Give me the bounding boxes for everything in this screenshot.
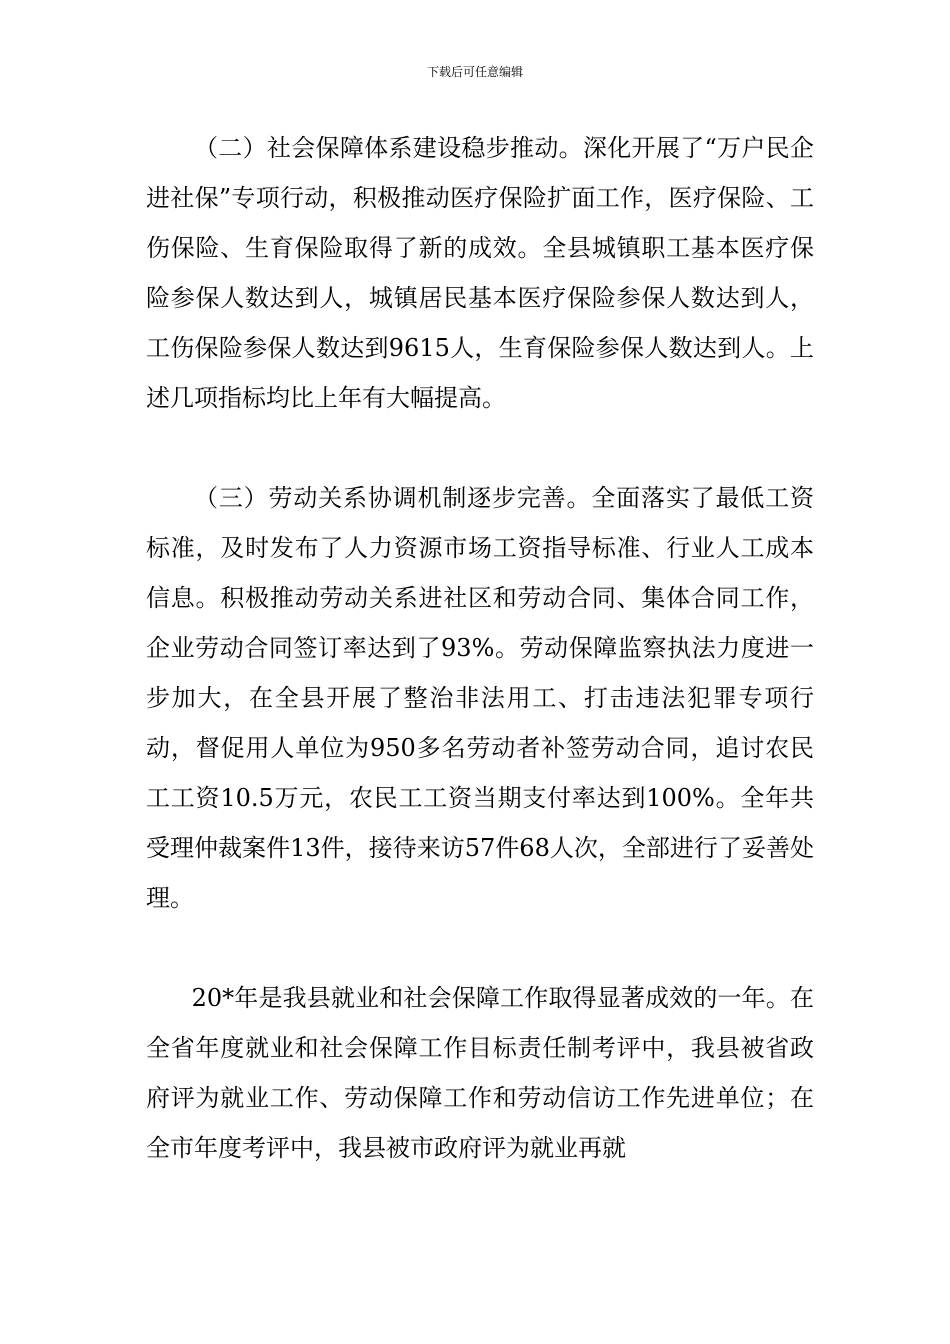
document-body [146,123,814,1173]
page-header: 下载后可任意编辑 [426,65,523,79]
paragraph-annual-summary: 20*年是我县就业和社会保障工作取得显著成效的一年。在全省年度就业和社会保障工作目标责任制考评中，我县被省政府评为就业工作、劳动保障工作和劳动信访工作先进单位；在全市年度考评中，我县被市政府评为就业再就 [146,984,814,1162]
paragraph-social-security: （二）社会保障体系建设稳步推动。深化开展了“万户民企进社保”专项行动，积极推动医疗保险扩面工作，医疗保险、工伤保险、生育保险取得了新的成效。全县城镇职工基本医疗保险参保人数达到人，城镇居民基本医疗保险参保人数达到人，工伤保险参保人数达到9615人，生育保险参保人数达到人。上述几项指标均比上年有大幅提高。 [146,134,814,412]
paragraph-labor-relations: （三）劳动关系协调机制逐步完善。全面落实了最低工资标准，及时发布了人力资源市场工资指导标准、行业人工成本信息。积极推动劳动关系进社区和劳动合同、集体合同工作，企业劳动合同签订率达到了93%。劳动保障监察执法力度进一步加大，在全县开展了整治非法用工、打击违法犯罪专项行动，督促用人单位为950多名劳动者补签劳动合同，追讨农民工工资10.5万元，农民工工资当期支付率达到100%。全年共受理仲裁案件13件，接待来访57件68人次，全部进行了妥善处理。 [146,484,814,912]
